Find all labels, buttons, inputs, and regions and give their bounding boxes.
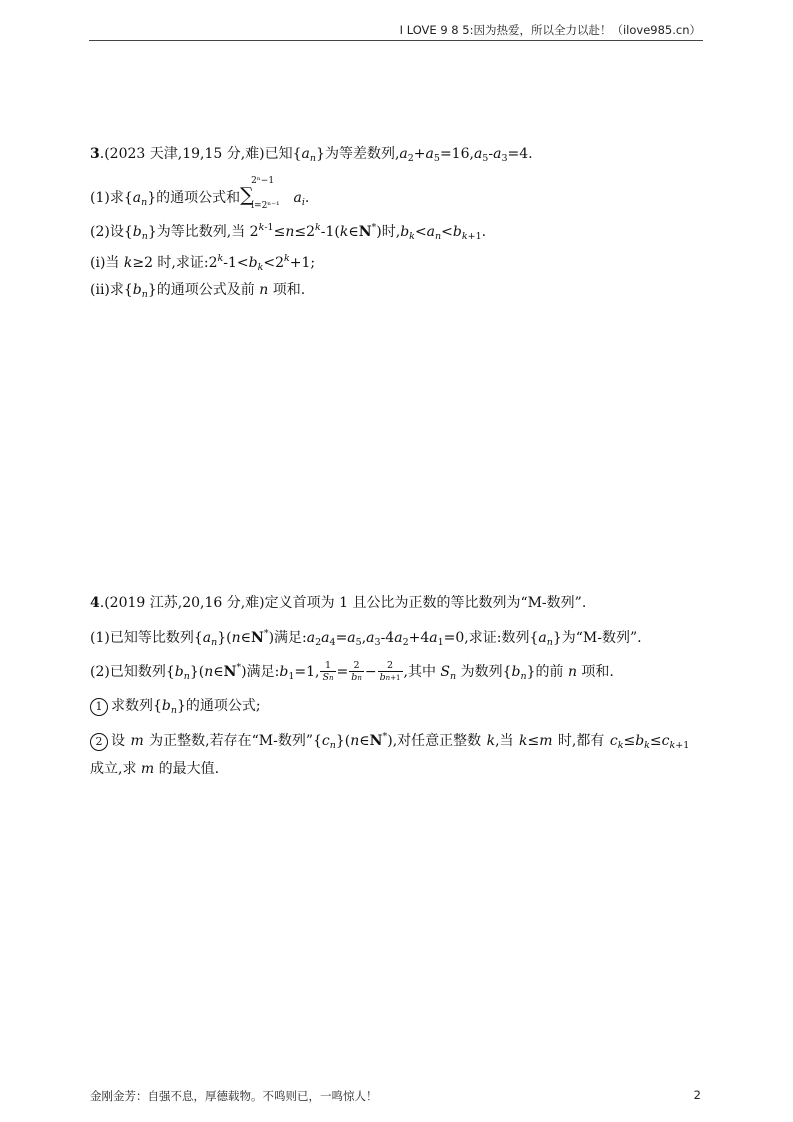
problem3-eq2: =4. (507, 146, 533, 162)
sum-lower-limit: i=2ⁿ⁻¹ (251, 201, 280, 211)
problem3-title: 3.(2023 天津,19,15 分,难)已知$\{a_n\}$为等差数列$,a_2+a_5=16,a_5-a_3=4$. (90, 146, 533, 164)
fraction-2-over-bn: $\frac{2}{bn}$ (351, 660, 362, 683)
problem3-part-ii-prefix: (ii)求{ (90, 282, 133, 298)
problem4-part2-tail4: 项和. (576, 664, 614, 680)
fraction-2-over-bn1: $\frac{2}{bn+1}$ (379, 660, 401, 683)
sum-symbol: ∑ 2ⁿ−1 i=2ⁿ⁻¹ (240, 188, 280, 206)
problem4-title (90, 594, 586, 612)
problem4-sub1-text: 求数列{ (111, 698, 162, 714)
problem3-part-ii: (ii)求$\{b_n\}$的通项公式及前 n 项和. (90, 282, 306, 300)
problem4-sub2-text: 设 (111, 733, 131, 749)
problem4-sub2-mid3: ,当 (495, 733, 519, 749)
problem4-sub1: 1 求数列$\{b_n\}$的通项公式; (90, 697, 261, 720)
circled-number-1: 1 (90, 698, 108, 716)
problem3-part2: (2)设$\{b_n\}$为等比数列,当 $2^{k-1}\le n\le 2^k-1(k\in N^*)$时$,b_k<a_n<b_{k+1}$. (90, 222, 487, 242)
problem4-sub1-end: }的通项公式; (177, 698, 261, 714)
problem4-part2: (2)已知数列$\{b_n\}(n\in N^*)$满足$:b_1=1$, $\frac{1}{Sn}$ = $\frac{2}{bn}$ − $\frac{2}{bn+1}$ ,其中 $S_n$ 为数列$\{b_n\}$的前 n 项和. (90, 660, 614, 683)
problem4-part1: (1)已知等比数列$\{a_n\}(n\in N^*)$满足$:a_2a_4=a_5,a_3-4a_2+4a_1=0$,求证:数列$\{a_n\}$为“M-数列”. (90, 628, 642, 648)
problem3-part1-prefix: (1)求{ (90, 190, 133, 206)
problem4-part2-tail3: }的前 (526, 664, 568, 680)
problem4-sub2-line2: 成立,求 m 的最大值. (90, 761, 220, 777)
page-number: 2 (693, 1088, 701, 1102)
header-text: I LOVE 9 8 5:因为热爱，所以全力以赴！（ilove985.cn） (399, 23, 701, 37)
problem3-part1-mid: }的通项公式和 (147, 190, 241, 206)
problem4-part1-tail: }为“M-数列”. (552, 630, 642, 646)
problem3-eq1: =16, (439, 146, 474, 162)
problem4-number: 4 (90, 595, 100, 611)
problem3-part2-time: )时, (376, 224, 401, 240)
problem3-part-i-end: +1; (289, 255, 316, 271)
problem3-title-cond: }为等差数列, (316, 146, 400, 162)
problem3-title-text: .(2023 天津,19,15 分,难)已知{ (99, 146, 302, 162)
problem4-sub2-line2-end: 的最大值. (154, 761, 220, 777)
problem3-part-i-prefix: (i)当 (90, 255, 124, 271)
problem4-part1-cond: 满足: (274, 630, 307, 646)
problem4-sub2-mid2: ,对任意正整数 (392, 733, 487, 749)
problem3-part-ii-mid: }的通项公式及前 (147, 282, 260, 298)
footer-motto: 金刚金芳：自强不息，厚德载物。不鸣则已，一鸣惊人！ (90, 1089, 378, 1103)
circled-number-2: 2 (90, 733, 108, 751)
problem3-part1: (1)求$\{a_n\}$的通项公式和 ∑ 2ⁿ−1 i=2ⁿ⁻¹ $a_i$. (90, 188, 309, 212)
problem3-part2-mid: }为等比数列,当 2 (147, 224, 259, 240)
sum-upper-limit: 2ⁿ−1 (251, 176, 275, 186)
problem3-number: 3 (90, 146, 100, 162)
fraction-1-over-sn: $\frac{1}{Sn}$ (322, 660, 334, 683)
problem4-sub2-mid: 为正整数,若存在“M-数列”{ (143, 733, 322, 749)
problem4-part1-end: =0,求证:数列{ (443, 630, 539, 646)
problem4-part2-tail2: 为数列{ (456, 664, 512, 680)
problem4-part2-tail: 其中 (407, 664, 441, 680)
problem3-part-i: (i)当 k≥2 时,求证$:2^k-1<b_k<2^k+1$; (90, 253, 316, 273)
problem4-part1-prefix: (1)已知等比数列{ (90, 630, 203, 646)
problem4-sub2-mid4: 时,都有 (552, 733, 610, 749)
problem3-part-ii-end: 项和. (268, 282, 306, 298)
problem4-part2-cond: 满足: (246, 664, 280, 680)
problem4-part2-prefix: (2)已知数列{ (90, 664, 175, 680)
problem4-sub2-line2-text: 成立,求 (90, 761, 141, 777)
problem3-part2-prefix: (2)设{ (90, 224, 133, 240)
problem4-sub2: 2 设 m 为正整数,若存在“M-数列$”\{c_n\}(n\in N^*)$,对任意正整数 k,当 k≤m 时,都有 $c_k\le b_k\le c_{k+1}$ (90, 728, 689, 755)
problem4-title-text: .(2019 江苏,20,16 分,难)定义首项为 1 且公比为正数的等比数列为“M-数列”. (99, 595, 587, 611)
problem3-part-i-mid: ≥2 时,求证:2 (132, 255, 218, 271)
header-rule (89, 40, 703, 41)
